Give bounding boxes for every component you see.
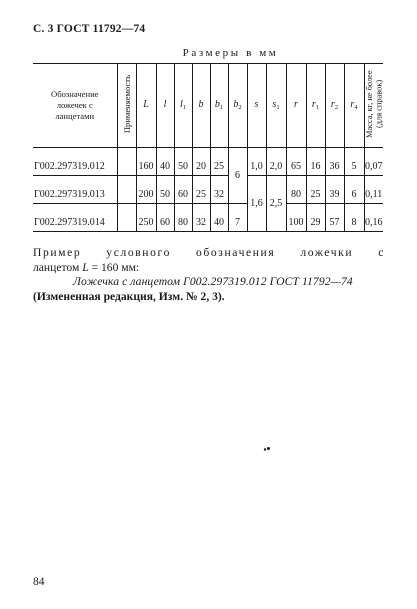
cell-l1: 80: [174, 204, 192, 232]
cell-applicability: [117, 148, 136, 176]
cell-r4: 8: [344, 204, 364, 232]
cell-b2-merged: 6: [228, 148, 247, 204]
cell-mass-value: [364, 176, 383, 204]
cell-b2: 7: [228, 204, 247, 232]
header-r1: $r_1$: [306, 64, 325, 148]
header-applicability-label: Применяемость: [121, 74, 132, 134]
cell-b1: 25: [210, 148, 228, 176]
cell-l: 40: [156, 148, 174, 176]
header-s: s: [247, 64, 266, 148]
header-designation: [33, 64, 117, 148]
cell-L: 160: [136, 148, 156, 176]
cell-b1: 40: [210, 204, 228, 232]
table-row: [33, 148, 383, 176]
cell-L: 200: [136, 176, 156, 204]
header-L: L: [136, 64, 156, 148]
cell-l1: 60: [174, 176, 192, 204]
header-r: r: [286, 64, 306, 148]
cell-r1: 16: [306, 148, 325, 176]
header-r2: $r_2$: [325, 64, 344, 148]
example-designation: Ложечка с ланцетом Г002.297319.012 ГОСТ 11792—74: [73, 275, 353, 288]
cell-mass-value: [364, 204, 383, 232]
table-row: [33, 176, 383, 204]
cell-b: 25: [192, 176, 210, 204]
header-b: b: [192, 64, 210, 148]
cell-mass-value: [364, 148, 383, 176]
cell-designation: Г002.297319.012: [33, 148, 117, 176]
cell-r2: 36: [325, 148, 344, 176]
cell-b: 32: [192, 204, 210, 232]
header-mass: [364, 64, 383, 148]
header-s1: $s_1$: [266, 64, 286, 148]
page-number: 84: [33, 576, 45, 588]
header-designation-line: Обозначение: [51, 89, 99, 99]
cell-designation: Г002.297319.014: [33, 204, 117, 232]
speck-mark: [263, 446, 271, 452]
cell-r2: 39: [325, 176, 344, 204]
cell-b: 20: [192, 148, 210, 176]
cell-r4: 6: [344, 176, 364, 204]
cell-r: 65: [286, 148, 306, 176]
example-length-line: ланцетом L = 160 мм:: [33, 260, 140, 274]
header-applicability: [117, 64, 136, 148]
header-b2: $b_2$: [228, 64, 247, 148]
cell-designation: Г002.297319.013: [33, 176, 117, 204]
header-designation-line: ланцетами: [55, 111, 95, 121]
cell-L: 250: [136, 204, 156, 232]
header-mass-label: Масса, кг, не более (для справок): [364, 70, 383, 138]
cell-r4: 5: [344, 148, 364, 176]
mass-value: 0,11: [365, 189, 383, 200]
header-l: l: [156, 64, 174, 148]
dimensions-table: [33, 63, 383, 232]
amendment-note: (Измененная редакция, Изм. № 2, 3).: [33, 289, 225, 303]
cell-applicability: [117, 176, 136, 204]
cell-r1: 29: [306, 204, 325, 232]
cell-b1: 32: [210, 176, 228, 204]
cell-l1: 50: [174, 148, 192, 176]
cell-applicability: [117, 204, 136, 232]
mass-value: 0,07: [365, 161, 383, 172]
running-head: С. 3 ГОСТ 11792—74: [33, 23, 146, 35]
mass-value: 0,16: [365, 217, 383, 228]
header-l1: $l_1$: [174, 64, 192, 148]
cell-s-merged: 1,6: [247, 176, 266, 232]
cell-r2: 57: [325, 204, 344, 232]
table-header-row: [33, 64, 383, 148]
header-b1: $b_1$: [210, 64, 228, 148]
cell-s1-merged: 2,5: [266, 176, 286, 232]
cell-r: 80: [286, 176, 306, 204]
cell-l: 50: [156, 176, 174, 204]
cell-s: 1,0: [247, 148, 266, 176]
table-row: [33, 204, 383, 232]
header-designation-line: ложечек с: [56, 100, 93, 110]
header-r4: $r_4$: [344, 64, 364, 148]
table-caption: Размеры в мм: [182, 47, 279, 59]
cell-s1: 2,0: [266, 148, 286, 176]
cell-r1: 25: [306, 176, 325, 204]
cell-r: 100: [286, 204, 306, 232]
example-intro-line: Пример условного обозначения ложечки с: [33, 246, 385, 259]
cell-l: 60: [156, 204, 174, 232]
designation-example: [33, 246, 385, 304]
